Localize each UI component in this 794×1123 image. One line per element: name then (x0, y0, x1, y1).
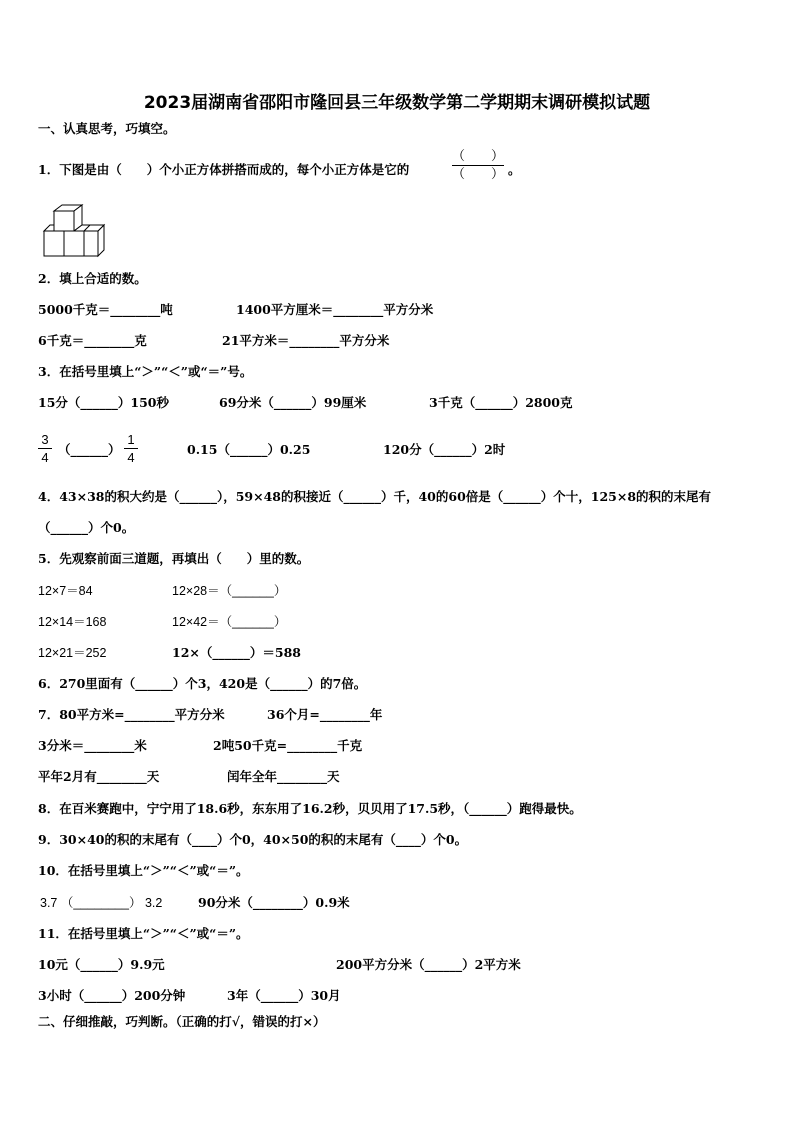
question-5-blank-2: 12×42＝（______） (172, 615, 287, 629)
cube-stack-figure (42, 203, 108, 261)
question-5-text: 5．先观察前面三道题，再填出（ ）里的数。 (38, 551, 310, 566)
question-8-text: 8．在百米赛跑中，宁宁用了18.6秒，东东用了16.2秒，贝贝用了17.5秒，（______）跑得最快。 (38, 801, 582, 816)
question-5-blank-1: 12×28＝（______） (172, 584, 287, 598)
question-10a: 3.7 （________） 3.2 (40, 896, 163, 910)
question-7f: 闰年全年________天 (227, 769, 340, 784)
question-1-fraction (452, 149, 504, 182)
question-2d: 21平方米＝________平方分米 (222, 333, 390, 348)
question-3a: 15分（______）150秒 (38, 395, 169, 410)
question-3d-fraction-right (124, 432, 138, 465)
cube-front-face (64, 231, 84, 256)
question-11b: 200平方分米（______）2平方米 (336, 957, 521, 972)
question-9-text: 9．30×40的积的末尾有（____）个0，40×50的积的末尾有（____）个0。 (38, 832, 468, 847)
question-1-end: 。 (508, 162, 521, 177)
question-7b: 36个月=________年 (267, 707, 383, 722)
question-11d: 3年（______）30月 (227, 988, 341, 1003)
question-10b: 90分米（________）0.9米 (198, 895, 350, 910)
question-7c: 3分米＝________米 (38, 738, 147, 753)
question-11a: 10元（______）9.9元 (38, 957, 165, 972)
cube-front-face (54, 211, 74, 231)
question-5-example-1: 12×7＝84 (38, 584, 93, 598)
question-4-line-2: （______）个0。 (38, 520, 135, 535)
question-4-line-1: 4．43×38的积大约是（______），59×48的积接近（______）千，40的60倍是（______）个十，125×8的积的末尾有 (38, 489, 712, 504)
fraction-bar (452, 165, 504, 166)
fraction-denominator: 4 (41, 450, 49, 465)
question-10-text: 10．在括号里填上“＞”“＜”或“＝”。 (38, 863, 249, 878)
question-7e: 平年2月有________天 (38, 769, 160, 784)
question-7d: 2吨50千克=________千克 (213, 738, 363, 753)
cube-top-face (44, 225, 54, 231)
question-11c: 3小时（______）200分钟 (38, 988, 186, 1003)
cube-front-face (84, 231, 98, 256)
question-2b: 1400平方厘米＝________平方分米 (236, 302, 434, 317)
fraction-denominator: （ ） (452, 167, 505, 182)
question-2c: 6千克＝________克 (38, 333, 147, 348)
fraction-numerator: （ ） (452, 149, 505, 164)
question-11-text: 11．在括号里填上“＞”“＜”或“＝”。 (38, 926, 249, 941)
cube-front-face (44, 231, 64, 256)
section-2-heading: 二、仔细推敲，巧判断。（正确的打√，错误的打×） (38, 1014, 326, 1029)
question-2-text: 2．填上合适的数。 (38, 271, 147, 286)
question-1-text: 1．下图是由（ ）个小正方体拼搭而成的，每个小正方体是它的 (38, 162, 410, 177)
question-3d-blank: （______） (58, 442, 121, 457)
question-3f: 120分（______）2时 (383, 442, 506, 457)
page-title: 2023届湖南省邵阳市隆回县三年级数学第二学期期末调研模拟试题 (143, 93, 651, 113)
question-6-text: 6．270里面有（______）个3，420是（______）的7倍。 (38, 676, 367, 691)
fraction-numerator: 1 (127, 432, 135, 447)
question-3-text: 3．在括号里填上“＞”“＜”或“＝”号。 (38, 364, 253, 379)
fraction-bar (124, 448, 138, 449)
question-5-example-3: 12×21＝252 (38, 646, 107, 660)
fraction-denominator: 4 (127, 450, 135, 465)
fraction-numerator: 3 (41, 432, 49, 447)
question-3c: 3千克（______）2800克 (429, 395, 573, 410)
question-2a: 5000千克＝________吨 (38, 302, 173, 317)
question-3d-fraction-left (38, 432, 52, 465)
question-7a: 7．80平方米=________平方分米 (38, 707, 225, 722)
section-1-heading: 一、认真思考，巧填空。 (38, 121, 176, 136)
fraction-bar (38, 448, 52, 449)
question-3e: 0.15（______）0.25 (187, 442, 311, 457)
question-5-example-2: 12×14＝168 (38, 615, 107, 629)
question-3b: 69分米（______）99厘米 (219, 395, 367, 410)
question-5-blank-3: 12×（______）＝588 (172, 645, 301, 660)
